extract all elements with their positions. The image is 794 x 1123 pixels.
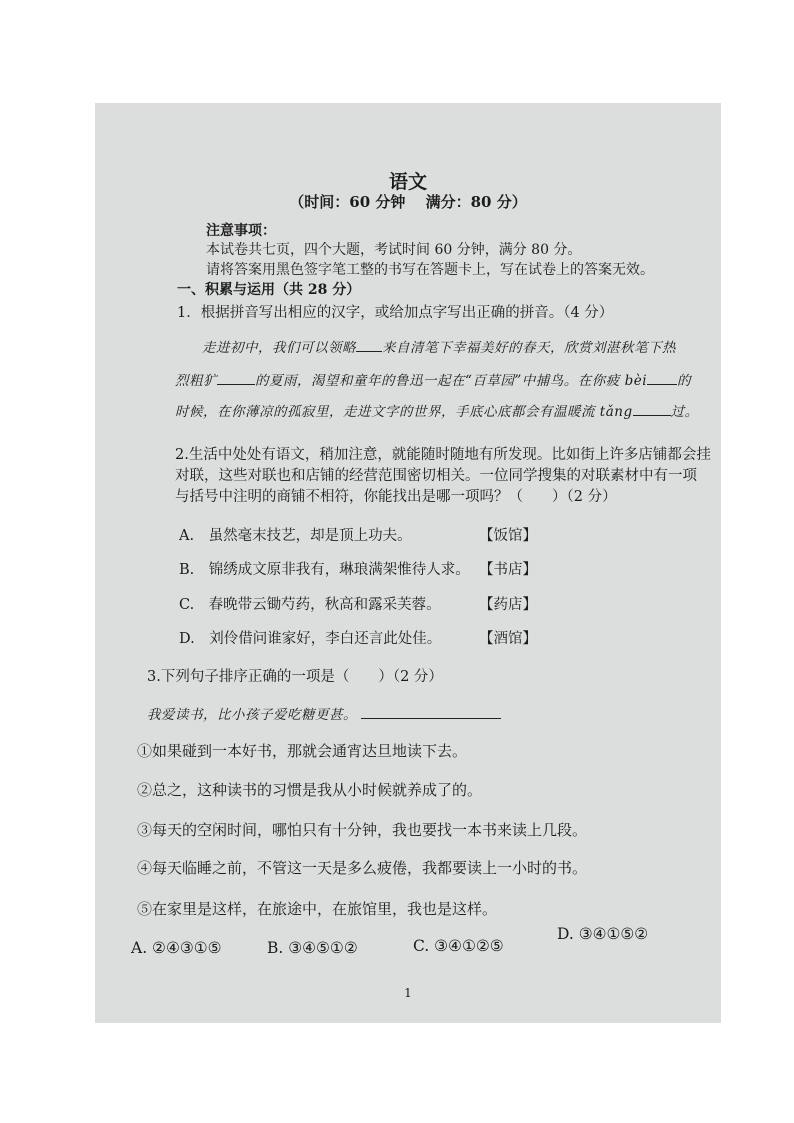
q2-stem: 与括号中注明的商铺不相符，你能找出是哪一项吗？（ ）（2 分）	[175, 489, 617, 505]
answer-blank	[217, 370, 255, 385]
answer-blank	[633, 401, 671, 416]
exam-paper	[95, 103, 721, 1023]
answer-blank	[647, 370, 677, 385]
q2-option-a: A. 虽然毫末技艺，却是顶上功夫。 【饭馆】	[179, 524, 412, 545]
page-number: 1	[404, 986, 412, 1000]
q3-answer-a: A. ②④③①⑤	[131, 939, 222, 957]
q1-passage-line: 时候，在你薄凉的孤寂里，走进文字的世界，手底心底都会有温暖流 tǎng 过。	[175, 400, 699, 420]
q3-answer-d: D. ③④①⑤②	[557, 925, 649, 943]
q3-sentence: ④每天临睡之前，不管这一天是多么疲倦，我都要读上一小时的书。	[137, 859, 588, 877]
q3-sentence: ③每天的空闲时间，哪怕只有十分钟，我也要找一本书来读上几段。	[137, 821, 588, 839]
q2-option-b: B. 锦绣成文原非我有，琳琅满架惟待人求。 【书店】	[179, 558, 470, 579]
q1-passage-line: 走进初中，我们可以领略 来自清笔下幸福美好的春天，欣赏刘湛秋笔下热	[202, 336, 676, 356]
notice-heading: 注意事项：	[206, 223, 276, 239]
shop-tag: 【药店】	[479, 597, 537, 613]
q3-answer-b: B. ③④⑤①②	[267, 939, 358, 957]
answer-blank	[361, 704, 501, 719]
q2-stem: 2.生活中处处有语文，稍加注意，就能随时随地有所发现。比如街上许多店铺都会挂	[175, 447, 711, 463]
shop-tag: 【书店】	[479, 562, 537, 578]
q2-stem: 对联，这些对联也和店铺的经营范围密切相关。一位同学搜集的对联素材中有一项	[175, 468, 697, 484]
q3-sentence: ②总之，这种读书的习惯是我从小时候就养成了的。	[137, 781, 483, 799]
answer-blank	[356, 337, 382, 352]
shop-tag: 【饭馆】	[479, 528, 537, 544]
q1-passage-line: 烈粗犷 的夏雨，渴望和童年的鲁迅一起在“百草园”中捕鸟。在你疲 bèi 的	[175, 369, 691, 389]
q3-lead-sentence: 我爱读书，比小孩子爱吃糖更甚。	[147, 703, 501, 723]
q3-answer-c: C. ③④①②⑤	[413, 937, 504, 955]
q3-stem: 3.下列句子排序正确的一项是（ ）（2 分）	[147, 669, 443, 685]
notice-line: 本试卷共七页，四个大题，考试时间 60 分钟，满分 80 分。	[206, 242, 582, 258]
q2-option-c: C. 春晚带云锄芍药，秋高和露采芙蓉。 【药店】	[179, 593, 441, 614]
exam-subtitle: （时间：60 分钟 满分：80 分）	[289, 193, 527, 211]
q1-stem: 1．根据拼音写出相应的汉字，或给加点字写出正确的拼音。（4 分）	[177, 305, 614, 321]
exam-title: 语文	[388, 171, 427, 193]
q3-sentence: ⑤在家里是这样，在旅途中，在旅馆里，我也是这样。	[137, 900, 498, 918]
q3-sentence: ①如果碰到一本好书，那就会通宵达旦地读下去。	[137, 742, 468, 760]
q2-option-d: D. 刘伶借问谁家好，李白还言此处佳。 【酒馆】	[179, 627, 441, 648]
notice-line: 请将答案用黑色签字笔工整的书写在答题卡上，写在试卷上的答案无效。	[206, 262, 654, 278]
shop-tag: 【酒馆】	[479, 631, 537, 647]
section-heading: 一、积累与运用（共 28 分）	[177, 282, 361, 298]
